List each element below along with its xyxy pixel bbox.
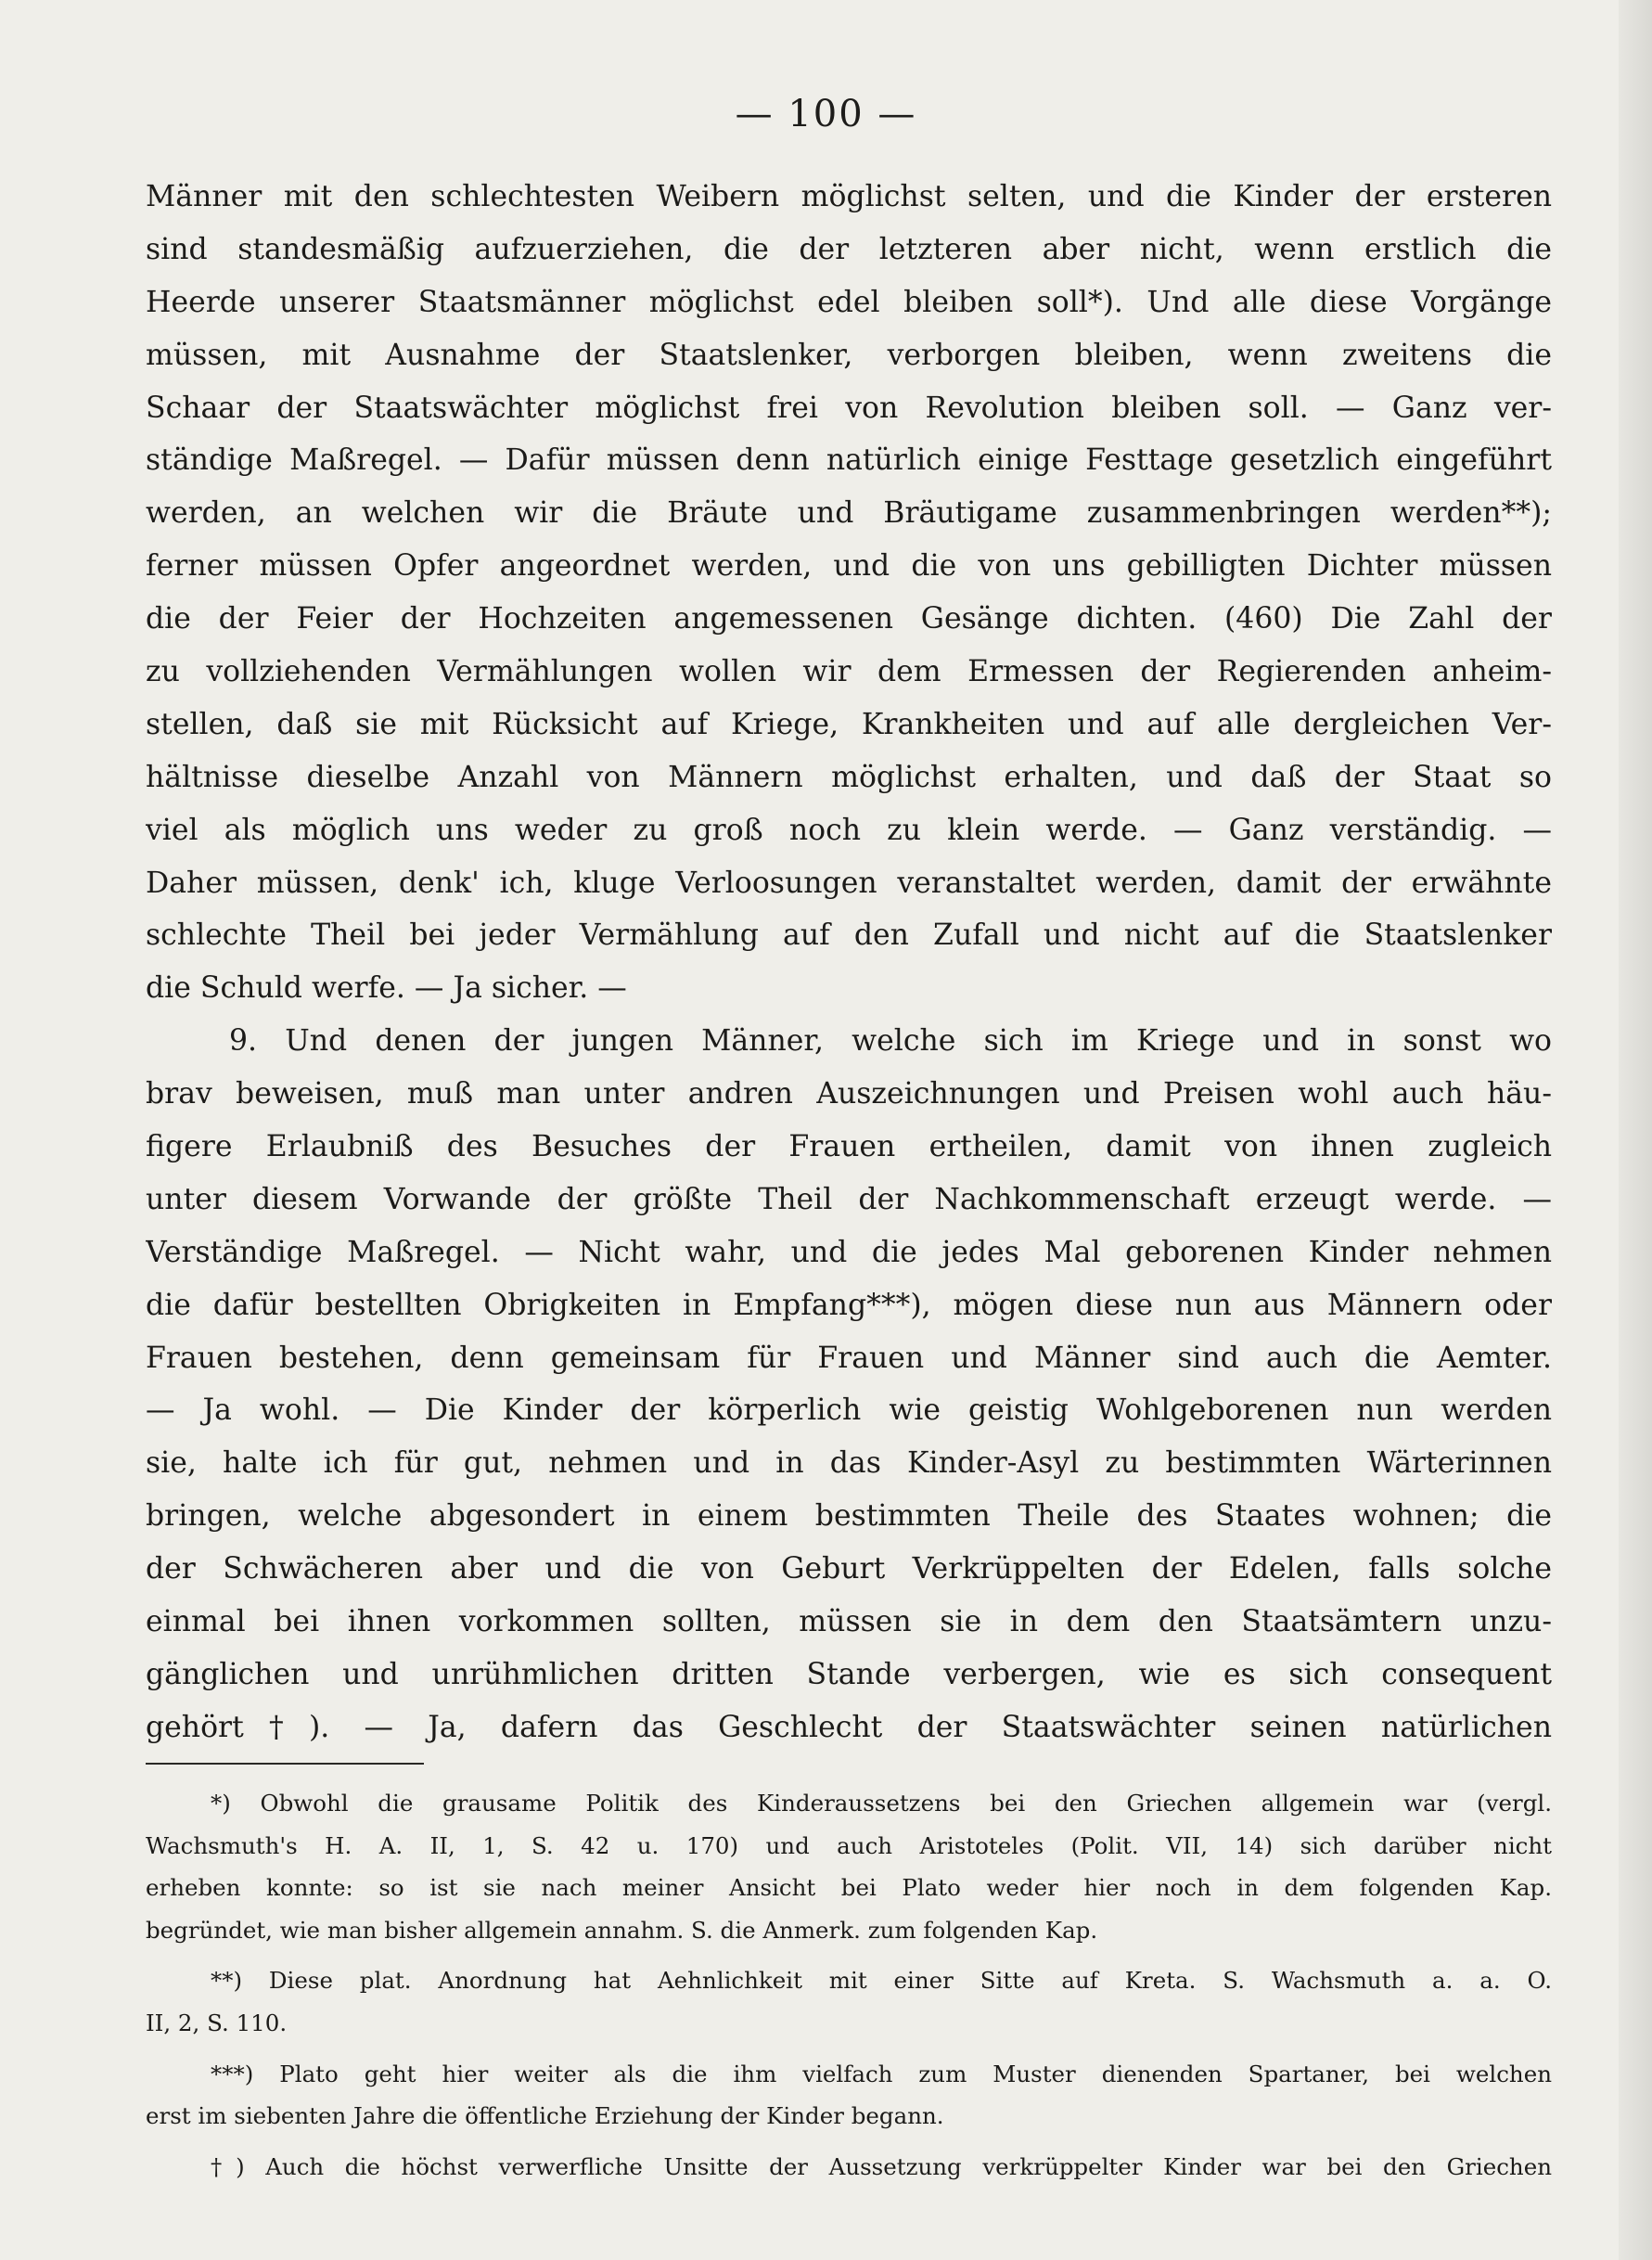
body-line: die der Feier der Hochzeiten angemessenen Gesänge dichten. (460) Die Zahl der: [146, 602, 1552, 636]
body-line: unter diesem Vorwande der größte Theil der Nachkommenschaft erzeugt werde. —: [146, 1182, 1552, 1216]
body-line: werden, an welchen wir die Bräute und Bräutigame zusammenbringen werden**);: [146, 496, 1552, 531]
body-line: ständige Maßregel. — Dafür müssen denn natürlich einige Festtage gesetzlich eingeführt: [146, 443, 1552, 478]
footnote-line: *) Obwohl die grausame Politik des Kinderaussetzens bei den Griechen allgemein war (vergl.: [211, 1790, 1552, 1817]
body-line: brav beweisen, muß man unter andren Auszeichnungen und Preisen wohl auch häu-: [146, 1077, 1552, 1111]
body-line: bringen, welche abgesondert in einem bestimmten Theile des Staates wohnen; die: [146, 1499, 1552, 1534]
body-line: gehört†). — Ja, dafern das Geschlecht der Staatswächter seinen natürlichen: [146, 1710, 1552, 1744]
body-line: Daher müssen, denk' ich, kluge Verloosungen veranstaltet werden, damit der erwähnte: [146, 866, 1552, 900]
body-line: gänglichen und unrühmlichen dritten Stande verbergen, wie es sich consequent: [146, 1657, 1552, 1691]
body-line: Heerde unserer Staatsmänner möglichst edel bleiben soll*). Und alle diese Vorgänge: [146, 285, 1552, 319]
body-line: figere Erlaubniß des Besuches der Frauen ertheilen, damit von ihnen zugleich: [146, 1130, 1552, 1164]
footnote-line: begründet, wie man bisher allgemein annahm. S. die Anmerk. zum folgenden Kap.: [146, 1916, 1098, 1944]
footnote: [146, 1959, 1552, 2044]
body-line: hältnisse dieselbe Anzahl von Männern möglichst erhalten, und daß der Staat so: [146, 760, 1552, 794]
footnote-line: ***) Plato geht hier weiter als die ihm vielfach zum Muster dienenden Spartaner, bei welchen: [211, 2060, 1552, 2087]
body-text: [146, 171, 1552, 1754]
body-line: die Schuld werfe. — Ja sicher. —: [146, 971, 627, 1006]
body-line: zu vollziehenden Vermählungen wollen wir dem Ermessen der Regierenden anheim-: [146, 655, 1552, 689]
body-line: Schaar der Staatswächter möglichst frei von Revolution bleiben soll. — Ganz ver-: [146, 391, 1552, 425]
footnote-line: **) Diese plat. Anordnung hat Aehnlichkeit mit einer Sitte auf Kreta. S. Wachsmuth a. a. O.: [211, 1967, 1552, 1995]
body-line: — Ja wohl. — Die Kinder der körperlich wie geistig Wohlgeborenen nun werden: [146, 1393, 1552, 1428]
footnote: [146, 2146, 1552, 2189]
footnote: [146, 2053, 1552, 2138]
footnote-line: †) Auch die höchst verwerfliche Unsitte der Aussetzung verkrüppelter Kinder war bei den Griechen: [211, 2152, 1552, 2180]
body-line: viel als möglich uns weder zu groß noch zu klein werde. — Ganz verständig. —: [146, 813, 1552, 847]
body-line: der Schwächeren aber und die von Geburt Verkrüppelten der Edelen, falls solche: [146, 1552, 1552, 1586]
footnote-divider: [146, 1763, 424, 1765]
footnote-line: Wachsmuth's H. A. II, 1, S. 42 u. 170) und auch Aristoteles (Polit. VII, 14) sich darüber nicht: [146, 1831, 1552, 1859]
footnote-line: erst im siebenten Jahre die öffentliche Erziehung der Kinder begann.: [146, 2102, 944, 2130]
body-line: sie, halte ich für gut, nehmen und in das Kinder-Asyl zu bestimmten Wärterinnen: [146, 1446, 1552, 1481]
footnote-line: II, 2, S. 110.: [146, 2009, 288, 2036]
footnote-line: erheben konnte: so ist sie nach meiner Ansicht bei Plato weder hier noch in dem folgenden Kap.: [146, 1874, 1552, 1902]
body-line: ferner müssen Opfer angeordnet werden, und die von uns gebilligten Dichter müssen: [146, 549, 1552, 584]
page-edge: [1619, 0, 1652, 2260]
body-line: müssen, mit Ausnahme der Staatslenker, verborgen bleiben, wenn zweitens die: [146, 338, 1552, 372]
body-line: sind standesmäßig aufzuerziehen, die der letzteren aber nicht, wenn erstlich die: [146, 232, 1552, 266]
section-start-line: 9. Und denen der jungen Männer, welche sich im Kriege und in sonst wo: [229, 1024, 1552, 1059]
page-number: — 100 —: [735, 93, 917, 135]
body-line: schlechte Theil bei jeder Vermählung auf den Zufall und nicht auf die Staatslenker: [146, 918, 1552, 953]
footnote: [146, 1782, 1552, 1951]
body-line: Frauen bestehen, denn gemeinsam für Frauen und Männer sind auch die Aemter.: [146, 1341, 1552, 1375]
body-line: stellen, daß sie mit Rücksicht auf Kriege, Krankheiten und auf alle dergleichen Ver-: [146, 707, 1552, 741]
body-line: Verständige Maßregel. — Nicht wahr, und die jedes Mal geborenen Kinder nehmen: [146, 1235, 1552, 1269]
footnotes: [146, 1782, 1552, 2196]
body-line: die dafür bestellten Obrigkeiten in Empfang***), mögen diese nun aus Männern oder: [146, 1288, 1552, 1322]
body-line: einmal bei ihnen vorkommen sollten, müssen sie in dem den Staatsämtern unzu-: [146, 1605, 1552, 1639]
body-line: Männer mit den schlechtesten Weibern möglichst selten, und die Kinder der ersteren: [146, 180, 1552, 213]
